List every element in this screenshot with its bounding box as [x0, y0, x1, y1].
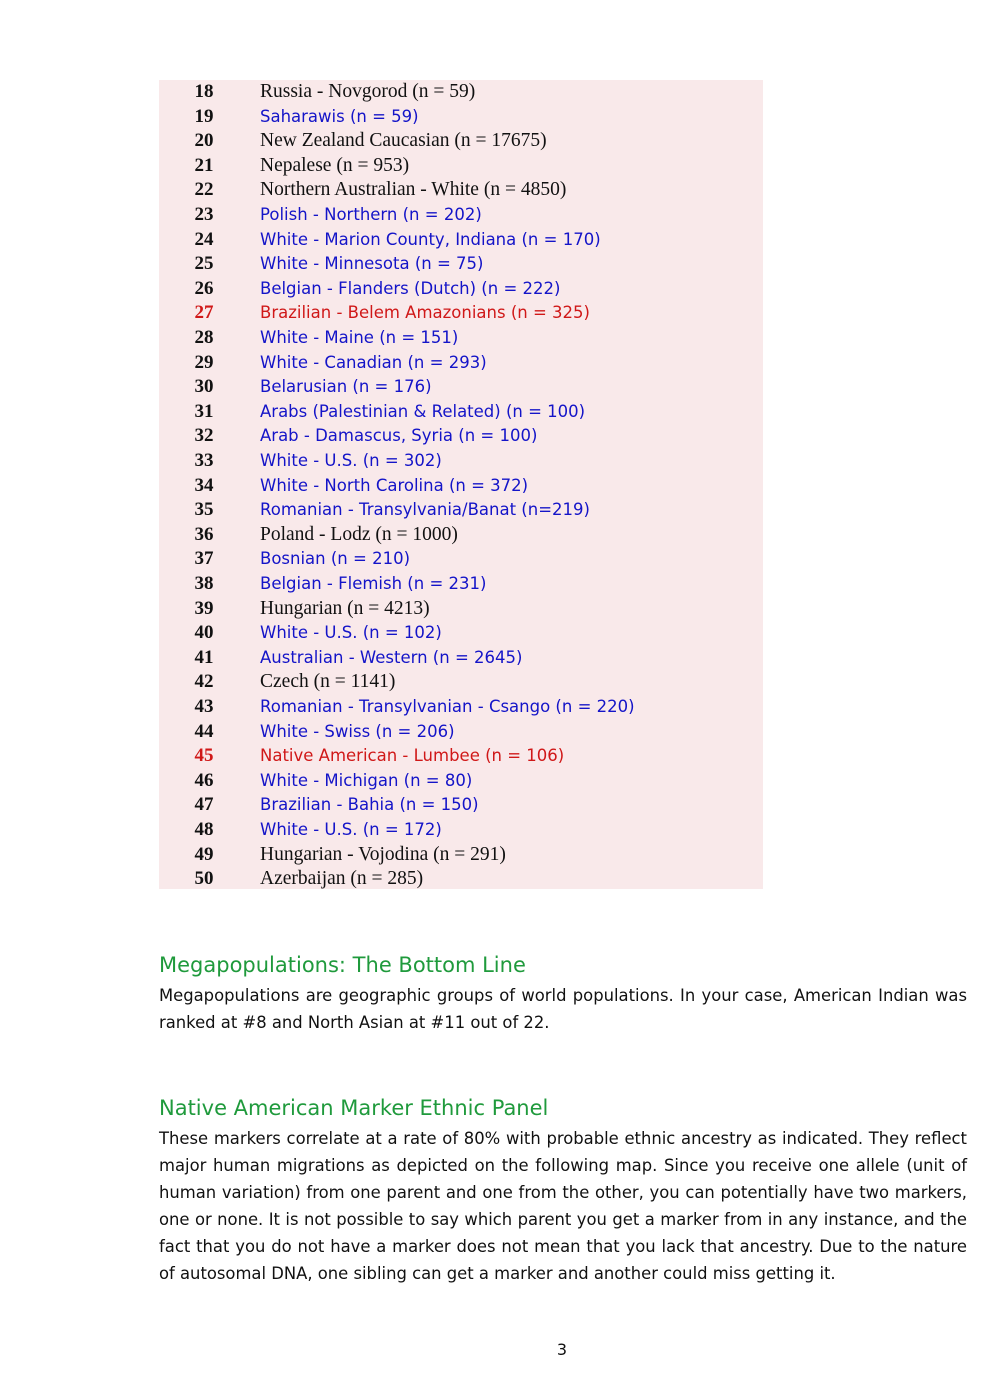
- table-row: [159, 80, 763, 105]
- native-panel-heading: Native American Marker Ethnic Panel: [159, 1096, 549, 1120]
- rank-number: 19: [194, 105, 214, 127]
- table-row: [159, 449, 763, 474]
- rank-number: 41: [194, 646, 214, 668]
- rank-number: 49: [194, 843, 214, 865]
- rank-number: 23: [194, 204, 214, 225]
- rank-number: 29: [194, 351, 214, 373]
- table-row: [159, 621, 763, 646]
- table-row: [159, 523, 763, 548]
- rank-number: 32: [194, 425, 214, 447]
- rank-number: 31: [194, 400, 214, 422]
- rank-number: 42: [194, 671, 214, 693]
- population-name: Russia - Novgorod (n = 59): [260, 81, 476, 102]
- table-row: [159, 178, 763, 203]
- native-panel-paragraph: These markers correlate at a rate of 80% with probable ethnic ancestry as indicated. They reflect major human migrations as depicted on the following map. Since you receive one allele (unit of human variation) from one parent and one from the other, you can potentially have two markers, one or none. It is not possible to say which parent you get a marker from in any instance, and the fact that you do not have a marker does not mean that you lack that ancestry. Due to the nature of autosomal DNA, one sibling can get a marker and another could miss getting it.: [159, 1129, 967, 1283]
- table-row: [159, 843, 763, 868]
- rank-number: 34: [194, 474, 214, 496]
- population-name: Poland - Lodz (n = 1000): [260, 523, 458, 545]
- table-row: [159, 474, 763, 499]
- table-row: [159, 105, 763, 130]
- rank-number: 35: [194, 499, 214, 521]
- rank-number: 25: [194, 253, 214, 275]
- population-name: Northern Australian - White (n = 4850): [260, 179, 567, 201]
- population-name: White - North Carolina (n = 372): [260, 475, 529, 495]
- population-name: Arabs (Palestinian & Related) (n = 100): [260, 401, 586, 421]
- rank-number: 20: [194, 130, 214, 152]
- rank-number: 45: [194, 745, 214, 767]
- population-name: Belarusian (n = 176): [260, 377, 432, 397]
- table-row: [159, 867, 763, 892]
- population-name: Belgian - Flemish (n = 231): [260, 574, 487, 593]
- table-row: [159, 252, 763, 277]
- megapopulations-heading: Megapopulations: The Bottom Line: [159, 953, 526, 977]
- table-row: [159, 326, 763, 351]
- table-row: [159, 154, 763, 179]
- rank-number: 28: [194, 327, 214, 348]
- table-row: [159, 720, 763, 745]
- population-name: Polish - Northern (n = 202): [260, 205, 482, 224]
- table-row: [159, 203, 763, 228]
- rank-number: 39: [194, 597, 214, 619]
- rank-number: 36: [194, 523, 214, 545]
- population-name: Australian - Western (n = 2645): [260, 647, 523, 667]
- megapopulations-paragraph: Megapopulations are geographic groups of world populations. In your case, American Indian was ranked at #8 and North Asian at #11 out of 22.: [159, 986, 967, 1032]
- population-name: Saharawis (n = 59): [260, 106, 419, 126]
- rank-number: 18: [194, 81, 214, 102]
- rank-number: 43: [194, 696, 214, 717]
- population-name: White - Michigan (n = 80): [260, 770, 473, 790]
- population-name: Bosnian (n = 210): [260, 549, 411, 569]
- rank-number: 46: [194, 769, 214, 791]
- population-name: Hungarian (n = 4213): [260, 597, 430, 619]
- rank-number: 50: [194, 868, 214, 890]
- population-ranking-table: [159, 80, 763, 889]
- rank-number: 21: [194, 154, 214, 176]
- table-row: [159, 547, 763, 572]
- table-row: [159, 277, 763, 302]
- table-row: [159, 498, 763, 523]
- population-name: Brazilian - Bahia (n = 150): [260, 795, 479, 815]
- population-name: Native American - Lumbee (n = 106): [260, 746, 565, 766]
- table-row: [159, 228, 763, 253]
- population-name: Arab - Damascus, Syria (n = 100): [260, 426, 538, 446]
- population-name: White - U.S. (n = 102): [260, 623, 442, 643]
- rank-number: 40: [194, 622, 214, 644]
- population-name: White - Marion County, Indiana (n = 170): [260, 229, 601, 249]
- population-name: White - U.S. (n = 172): [260, 820, 442, 839]
- rank-number: 47: [194, 794, 214, 816]
- population-name: White - U.S. (n = 302): [260, 451, 442, 470]
- population-name: Azerbaijan (n = 285): [260, 868, 424, 890]
- population-name: Belgian - Flanders (Dutch) (n = 222): [260, 278, 561, 298]
- table-row: [159, 769, 763, 794]
- rank-number: 33: [194, 450, 214, 471]
- table-row: [159, 129, 763, 154]
- population-name: White - Maine (n = 151): [260, 328, 459, 347]
- rank-number: 22: [194, 179, 214, 201]
- population-name: Czech (n = 1141): [260, 671, 396, 693]
- rank-number: 38: [194, 573, 214, 594]
- population-name: New Zealand Caucasian (n = 17675): [260, 130, 547, 152]
- table-row: [159, 351, 763, 376]
- table-row: [159, 744, 763, 769]
- table-row: [159, 597, 763, 622]
- population-name: White - Canadian (n = 293): [260, 352, 487, 372]
- population-name: Hungarian - Vojodina (n = 291): [260, 843, 506, 865]
- page-number: 3: [556, 1340, 568, 1359]
- rank-number: 48: [194, 819, 214, 840]
- population-name: Romanian - Transylvanian - Csango (n = 220): [260, 697, 635, 716]
- rank-number: 30: [194, 376, 214, 398]
- population-name: Nepalese (n = 953): [260, 154, 410, 176]
- population-name: White - Swiss (n = 206): [260, 721, 455, 741]
- table-row: [159, 375, 763, 400]
- population-name: Romanian - Transylvania/Banat (n=219): [260, 500, 590, 520]
- rank-number: 26: [194, 277, 214, 299]
- table-row: [159, 793, 763, 818]
- table-row: [159, 400, 763, 425]
- table-row: [159, 424, 763, 449]
- table-row: [159, 695, 763, 720]
- population-name: White - Minnesota (n = 75): [260, 254, 484, 274]
- table-row: [159, 646, 763, 671]
- table-row: [159, 572, 763, 597]
- population-name: Brazilian - Belem Amazonians (n = 325): [260, 303, 590, 323]
- rank-number: 37: [194, 548, 214, 570]
- rank-number: 44: [194, 720, 214, 742]
- table-row: [159, 301, 763, 326]
- table-row: [159, 670, 763, 695]
- table-row: [159, 818, 763, 843]
- rank-number: 27: [194, 302, 214, 324]
- rank-number: 24: [194, 228, 214, 250]
